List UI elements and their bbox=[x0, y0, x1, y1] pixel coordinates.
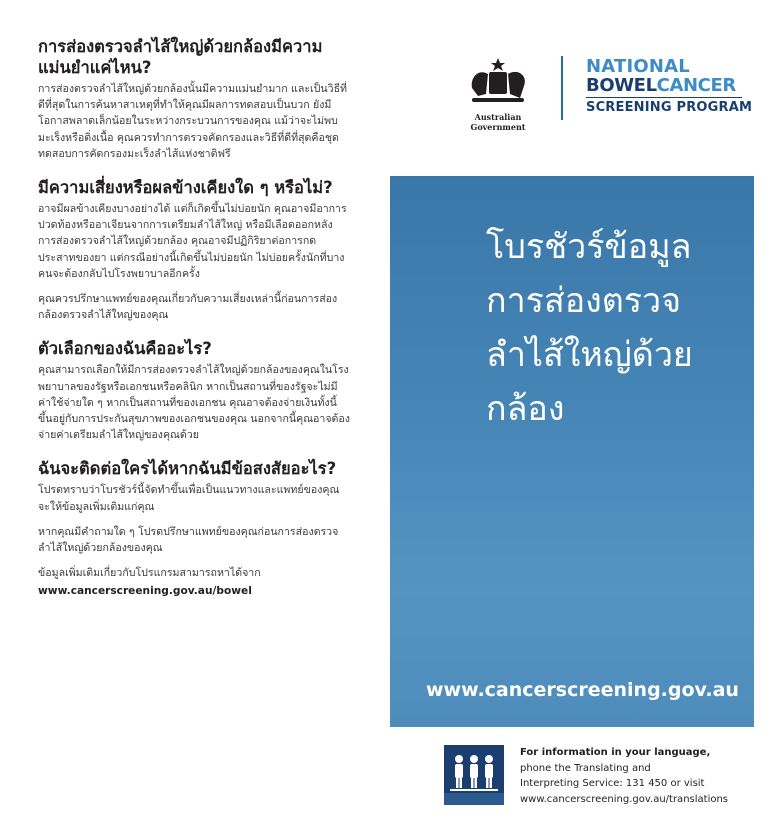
program-logo bbox=[586, 58, 756, 115]
program-logo-national: NATIONAL bbox=[586, 56, 690, 77]
translation-info bbox=[520, 745, 765, 807]
program-logo-rule bbox=[586, 97, 742, 98]
section-paragraph: ข้อมูลเพิ่มเติมเกี่ยวกับโปรแกรมสามารถหาได้จาก bbox=[38, 567, 261, 580]
accuracy-section bbox=[38, 36, 350, 162]
cover-panel bbox=[390, 176, 754, 727]
section-heading: ฉันจะติดต่อใครได้หากฉันมีข้อสงสัยอะไร? bbox=[38, 459, 337, 479]
section-heading: การส่องตรวจลำไส้ใหญ่ด้วยกล้องมีความแม่นยำแค่ไหน? bbox=[38, 37, 323, 77]
risks-section bbox=[38, 177, 350, 323]
tis-line-2: phone the Translating and bbox=[520, 762, 651, 774]
section-paragraph: การส่องตรวจลำไส้ใหญ่ด้วยกล้องนั้นมีความแม่นยำมาก และเป็นวิธีที่ดีที่สุดในการค้นหาสาเหตุที่ทำให้คุณมีผลการทดสอบเป็นบวก ยังมีโอกาสพลาดเล็กน้อยในระหว่างกระบวนการของคุณ แม้ว่าจะไม่พบมะเร็งหรือติ่งเนื้อ คุณควรทำการตรวจคัดกรองและวิธีที่ดีที่สุดคือชุดทดสอบการคัดกรองมะเร็งลำไส้แห่งชาติฟรี bbox=[38, 83, 348, 160]
section-paragraph: โปรดทราบว่าโบรชัวร์นี้จัดทำขึ้นเพื่อเป็นแนวทางและแพทย์ของคุณจะให้ข้อมูลเพิ่มเติมแก่คุณ bbox=[38, 484, 340, 513]
australian-government-logo bbox=[452, 56, 544, 132]
section-paragraph: คุณควรปรึกษาแพทย์ของคุณเกี่ยวกับความเสี่ยงเหล่านี้ก่อนการส่องกล้องตรวจลำไส้ใหญ่ของคุณ bbox=[38, 293, 338, 322]
bowel-info-link[interactable]: www.cancerscreening.gov.au/bowel bbox=[38, 585, 252, 598]
section-paragraph: คุณสามารถเลือกให้มีการส่องตรวจลำไส้ใหญ่ด้วยกล้องของคุณในโรงพยาบาลของรัฐหรือเอกชนหรือคลินิก หากเป็นสถานที่ของรัฐจะไม่มีค่าใช้จ่ายใด ๆ หากเป็นสถานที่ของเอกชน คุณอาจต้องจ่ายเงินทั้งนี้ขึ้นอยู่กับการประกันสุขภาพของเอกชนของคุณ นอกจากนี้คุณอาจต้องจ่ายค่าเตรียมลำไส้ใหญ่ของคุณด้วย bbox=[38, 364, 350, 442]
section-heading: มีความเสี่ยงหรือผลข้างเคียงใด ๆ หรือไม่? bbox=[38, 178, 333, 198]
tis-translations-link[interactable]: www.cancerscreening.gov.au/translations bbox=[520, 793, 729, 805]
tis-line-3: Interpreting Service: 131 450 or visit bbox=[520, 778, 705, 789]
program-logo-screening: SCREENING PROGRAM bbox=[586, 100, 753, 115]
program-logo-bowelcancer: BOWELCANCER bbox=[586, 75, 736, 96]
section-paragraph: หากคุณมีคำถามใด ๆ โปรดปรึกษาแพทย์ของคุณก่อนการส่องตรวจลำไส้ใหญ่ด้วยกล้องของคุณ bbox=[38, 525, 339, 555]
interpreter-people-icon bbox=[444, 745, 504, 805]
section-heading: ตัวเลือกของฉันคืออะไร? bbox=[38, 339, 212, 359]
cover-url[interactable]: www.cancerscreening.gov.au bbox=[426, 679, 739, 701]
cover-title: โบรชัวร์ข้อมูลการส่องตรวจลำไส้ใหญ่ด้วยกล้อง bbox=[486, 227, 693, 429]
options-section bbox=[38, 338, 350, 443]
tis-line-1: For information in your language, bbox=[520, 747, 711, 758]
logo-divider bbox=[561, 56, 563, 120]
section-paragraph: อาจมีผลข้างเคียงบางอย่างได้ แต่ก็เกิดขึ้นไม่บ่อยนัก คุณอาจมีอาการปวดท้องหรืออาเจียนจากการเตรียมลำไส้ใหญ่ หรือมีเลือดออกหลังการส่องตรวจลำไส้ใหญ่ด้วยกล้อง คุณอาจมีปฏิกิริยาต่อการกดประสาทของยา แต่กรณีอย่างนี้เกิดขึ้นไม่บ่อยนัก ไม่บ่อยครั้งนักที่บางคนจะต้องกลับไปโรงพยาบาลอีกครั้ง bbox=[38, 203, 347, 280]
coat-of-arms-icon bbox=[458, 56, 538, 106]
government-label: Australian Government bbox=[470, 112, 526, 132]
left-column bbox=[38, 36, 350, 615]
contact-section bbox=[38, 458, 350, 599]
